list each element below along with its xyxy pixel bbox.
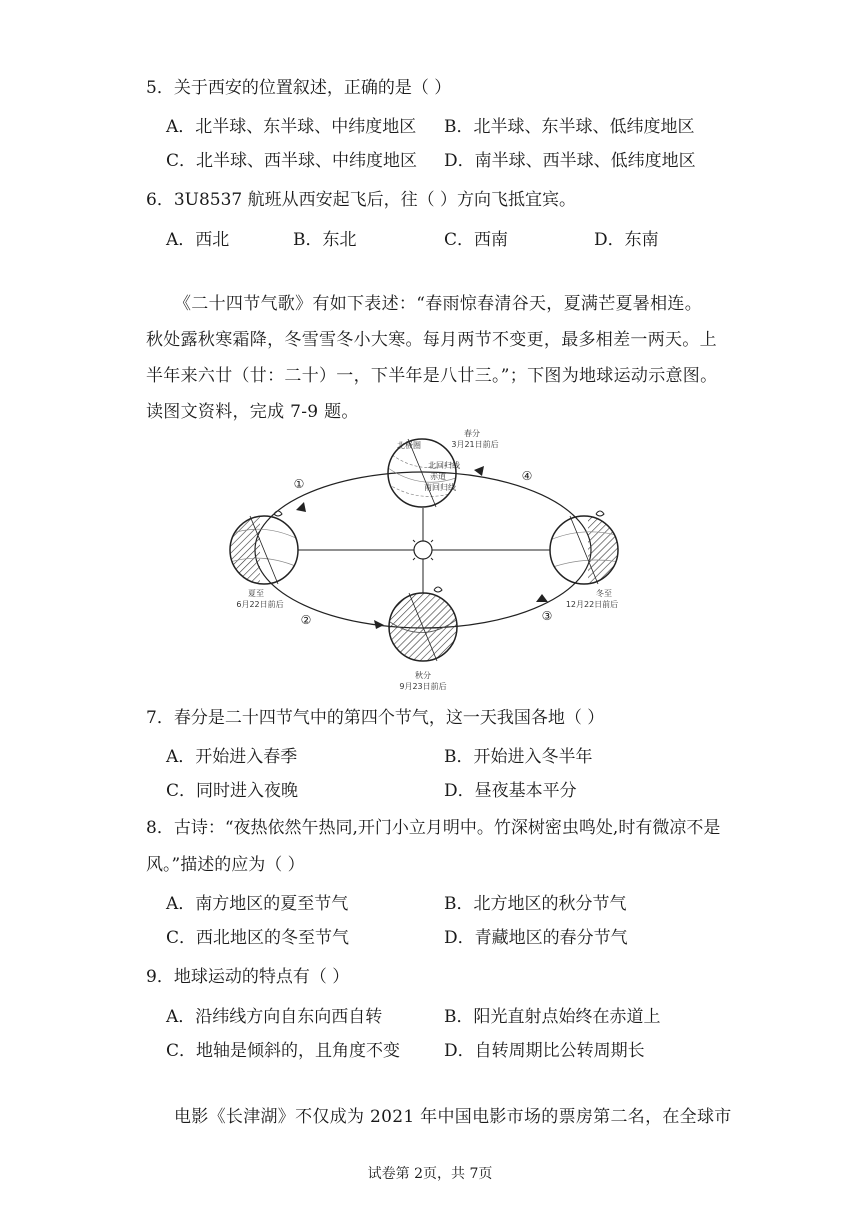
page-footer: 试卷第 2页，共 7页 (367, 1166, 493, 1182)
earth-revolution-diagram (220, 422, 640, 697)
q7-option-c: C．同时进入夜晚 (166, 781, 299, 801)
passage1-line-1: 《二十四节气歌》有如下表述：“春雨惊春清谷天，夏满芒夏暑相连。 (174, 294, 702, 314)
q7-option-b: B．开始进入冬半年 (444, 747, 593, 767)
passage1-line-3: 半年来六廿（廿：二十）一，下半年是八廿三。”；下图为地球运动示意图。 (146, 366, 718, 386)
q6-option-a: A．西北 (166, 230, 230, 250)
q6-option-b: B．东北 (293, 230, 357, 250)
q6-option-c: C．西南 (444, 230, 509, 250)
earth-spring-equinox (380, 432, 460, 517)
winter-label: 冬至 (596, 589, 612, 598)
q9-option-c: C．地轴是倾斜的，且角度不变 (166, 1041, 401, 1061)
q5-option-c: C．北半球、西半球、中纬度地区 (166, 151, 418, 171)
q6-stem: 6．3U8537 航班从西安起飞后，往（ ）方向飞抵宜宾。 (146, 190, 577, 210)
passage1-line-2: 秋处露秋寒霜降，冬雪雪冬小大寒。每月两节不变更，最多相差一两天。上 (146, 330, 717, 350)
q5-option-d: D．南半球、西半球、低纬度地区 (444, 151, 696, 171)
lat-label-tropic-cancer: 北回归线 (428, 461, 460, 470)
passage2-line-1: 电影《长津湖》不仅成为 2021 年中国电影市场的票房第二名，在全球市 (174, 1107, 732, 1127)
lat-label-equator: 赤道 (430, 472, 446, 481)
earth-autumn-equinox (388, 587, 460, 664)
q7-option-a: A．开始进入春季 (166, 747, 298, 767)
spring-label: 春分 (464, 429, 480, 438)
autumn-label: 秋分 (415, 671, 431, 680)
q7-option-d: D．昼夜基本平分 (444, 781, 577, 801)
lat-label-arctic: 北极圈 (397, 441, 421, 450)
q7-stem: 7．春分是二十四节气中的第四个节气，这一天我国各地（ ） (146, 708, 605, 728)
autumn-date: 9月23日前后 (399, 682, 447, 691)
q8-option-d: D．青藏地区的春分节气 (444, 928, 628, 948)
q8-stem-line-2: 风。”描述的应为（ ） (146, 855, 305, 875)
arrow-head-3 (536, 594, 548, 602)
q8-option-c: C．西北地区的冬至节气 (166, 928, 350, 948)
q5-option-b: B．北半球、东半球、低纬度地区 (444, 117, 695, 137)
lat-label-tropic-capricorn: 南回归线 (424, 483, 456, 492)
earth-summer-solstice (226, 511, 300, 592)
arrow-head-2 (374, 620, 384, 629)
winter-date: 12月22日前后 (565, 600, 619, 609)
q5-stem: 5．关于西安的位置叙述，正确的是（ ） (146, 78, 452, 98)
arrow-label-4: ④ (521, 469, 533, 483)
arrow-head-1 (296, 502, 306, 512)
q9-option-b: B．阳光直射点始终在赤道上 (444, 1007, 661, 1027)
arrow-head-4 (474, 466, 484, 476)
q5-option-a: A．北半球、东半球、中纬度地区 (166, 117, 417, 137)
q6-option-d: D．东南 (594, 230, 659, 250)
spring-date: 3月21日前后 (451, 440, 499, 449)
q9-option-d: D．自转周期比公转周期长 (444, 1041, 645, 1061)
summer-date: 6月22日前后 (236, 600, 284, 609)
earth-winter-solstice (550, 511, 622, 592)
q9-stem: 9．地球运动的特点有（ ） (146, 967, 350, 987)
q9-option-a: A．沿纬线方向自东向西自转 (166, 1007, 383, 1027)
arrow-label-1: ① (293, 477, 305, 491)
q8-stem-line-1: 8．古诗：“夜热依然午热同,开门小立月明中。竹深树密虫鸣处,时有微凉不是 (146, 818, 721, 838)
q8-option-b: B．北方地区的秋分节气 (444, 894, 627, 914)
summer-label: 夏至 (248, 589, 264, 598)
passage1-line-4: 读图文资料，完成 7-9 题。 (146, 402, 359, 422)
arrow-label-3: ③ (541, 609, 553, 623)
arrow-label-2: ② (300, 613, 312, 627)
q8-option-a: A．南方地区的夏至节气 (166, 894, 349, 914)
